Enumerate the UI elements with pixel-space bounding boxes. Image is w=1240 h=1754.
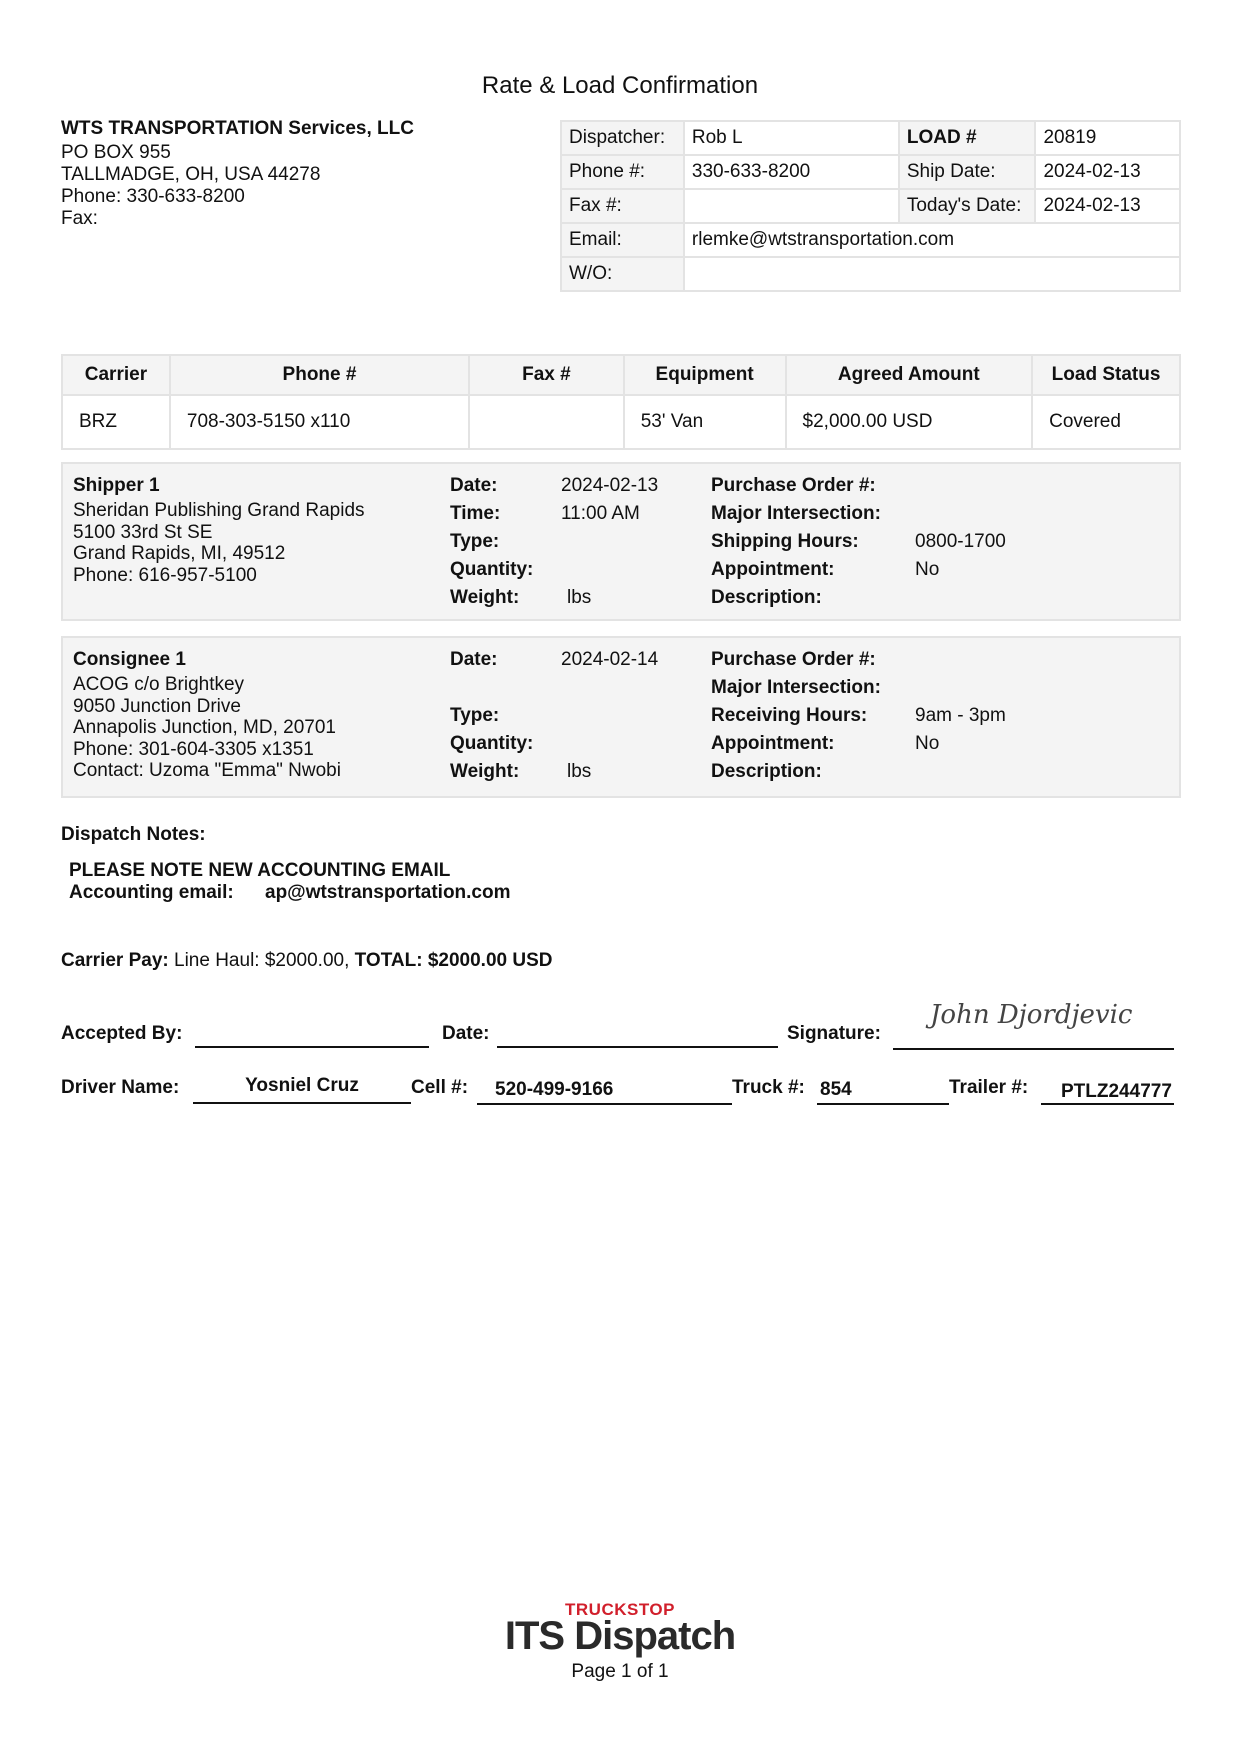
- company-address1: PO BOX 955: [61, 142, 171, 163]
- load-status-value: Covered: [1032, 395, 1180, 449]
- consignee-date-label: Date:: [450, 649, 498, 670]
- cell-number: 520-499-9166: [495, 1079, 614, 1100]
- page-title: Rate & Load Confirmation: [481, 72, 759, 99]
- consignee-address-line: Annapolis Junction, MD, 20701: [73, 717, 336, 738]
- shipper-appointment-label: Appointment:: [711, 559, 835, 580]
- shipper-heading: Shipper 1: [73, 475, 160, 496]
- shipper-address-line: Grand Rapids, MI, 49512: [73, 543, 286, 564]
- consignee-address-line: Phone: 301-604-3305 x1351: [73, 738, 314, 760]
- consignee-hours: 9am - 3pm: [915, 705, 1006, 726]
- wo-value: [684, 257, 1180, 291]
- shipper-type-label: Type:: [450, 531, 500, 552]
- consignee-address-line: ACOG c/o Brightkey: [73, 674, 245, 695]
- dispatch-notes-heading: Dispatch Notes:: [61, 824, 206, 845]
- accept-date-line[interactable]: [497, 1045, 778, 1048]
- shipper-appointment: No: [915, 559, 940, 580]
- notes-line: PLEASE NOTE NEW ACCOUNTING EMAIL: [69, 860, 451, 881]
- truck-number: 854: [820, 1079, 852, 1100]
- shipper-date-label: Date:: [450, 475, 498, 496]
- driver-name: Yosniel Cruz: [245, 1075, 359, 1096]
- dispatch-notes: [69, 860, 511, 904]
- consignee-weight-unit: lbs: [567, 761, 592, 782]
- accounting-email-label: Accounting email:: [69, 882, 234, 903]
- company-block: [61, 118, 414, 230]
- carrier-fax-header: Fax #: [469, 355, 624, 395]
- consignee-address-line: Contact: Uzoma "Emma" Nwobi: [73, 760, 341, 781]
- accepted-by-line[interactable]: [195, 1045, 429, 1048]
- fax-label: Fax #:: [561, 189, 684, 223]
- email-label: Email:: [561, 223, 684, 257]
- carrier-header: Carrier: [62, 355, 170, 395]
- todays-date-value: 2024-02-13: [1035, 189, 1180, 223]
- equipment-value: 53' Van: [624, 395, 786, 449]
- shipper-block: [61, 462, 1181, 621]
- consignee-block: [61, 636, 1181, 798]
- consignee-hours-label: Receiving Hours:: [711, 705, 868, 726]
- shipper-address-line: Phone: 616-957-5100: [73, 564, 257, 586]
- load-status-header: Load Status: [1032, 355, 1180, 395]
- email-value: rlemke@wtstransportation.com: [684, 223, 1180, 257]
- load-value: 20819: [1035, 121, 1180, 155]
- company-name: WTS TRANSPORTATION Services, LLC: [61, 118, 414, 139]
- shipper-time: 11:00 AM: [561, 503, 640, 524]
- accounting-email: ap@wtstransportation.com: [265, 882, 511, 903]
- shipper-weight-unit: lbs: [567, 587, 592, 608]
- its-dispatch-logo: ITS Dispatch: [504, 1614, 736, 1658]
- shipper-address-line: 5100 33rd St SE: [73, 521, 213, 543]
- wo-label: W/O:: [561, 257, 684, 291]
- fax-value: [684, 189, 899, 223]
- cell-line[interactable]: [477, 1102, 732, 1105]
- trailer-line[interactable]: [1041, 1102, 1174, 1105]
- carrier-fax: [469, 395, 624, 449]
- consignee-description-label: Description:: [711, 761, 822, 782]
- consignee-address-line: 9050 Junction Drive: [73, 695, 241, 717]
- equipment-header: Equipment: [624, 355, 786, 395]
- consignee-intersection-label: Major Intersection:: [711, 677, 881, 698]
- driver-name-label: Driver Name:: [61, 1077, 180, 1098]
- shipper-address-line: Sheridan Publishing Grand Rapids: [73, 500, 365, 521]
- shipper-intersection-label: Major Intersection:: [711, 503, 881, 524]
- consignee-heading: Consignee 1: [73, 649, 186, 670]
- company-address2: TALLMADGE, OH, USA 44278: [61, 164, 321, 185]
- shipper-quantity-label: Quantity:: [450, 559, 534, 580]
- shipper-po-label: Purchase Order #:: [711, 475, 876, 496]
- carrier-pay: [61, 950, 552, 972]
- consignee-appointment: No: [915, 733, 940, 754]
- consignee-type-label: Type:: [450, 705, 500, 726]
- signature-label: Signature:: [787, 1023, 881, 1044]
- shipper-description-label: Description:: [711, 587, 822, 608]
- cell-label: Cell #:: [411, 1077, 469, 1098]
- consignee-quantity-label: Quantity:: [450, 733, 534, 754]
- phone-label: Phone #:: [561, 155, 684, 189]
- carrier-phone: 708-303-5150 x110: [170, 395, 469, 449]
- signature-line[interactable]: [893, 1047, 1174, 1050]
- shipper-hours: 0800-1700: [915, 531, 1006, 552]
- shipper-date: 2024-02-13: [561, 475, 659, 496]
- agreed-amount-header: Agreed Amount: [786, 355, 1033, 395]
- carrier-table: [61, 354, 1181, 450]
- driver-name-line[interactable]: [193, 1101, 411, 1104]
- table-row: [62, 395, 1180, 449]
- truckstop-logo: TRUCKSTOP: [565, 1600, 675, 1619]
- shipper-weight-label: Weight:: [450, 587, 520, 608]
- dispatch-table: [560, 120, 1181, 292]
- accept-date-label: Date:: [442, 1023, 490, 1044]
- phone-value: 330-633-8200: [684, 155, 899, 189]
- company-phone: Phone: 330-633-8200: [61, 186, 245, 207]
- trailer-label: Trailer #:: [949, 1077, 1029, 1098]
- consignee-weight-label: Weight:: [450, 761, 520, 782]
- consignee-po-label: Purchase Order #:: [711, 649, 876, 670]
- truck-label: Truck #:: [732, 1077, 805, 1098]
- todays-date-label: Today's Date:: [899, 189, 1036, 223]
- dispatcher-label: Dispatcher:: [561, 121, 684, 155]
- carrier-name: BRZ: [62, 395, 170, 449]
- shipper-hours-label: Shipping Hours:: [711, 531, 859, 552]
- load-label: LOAD #: [899, 121, 1036, 155]
- ship-date-label: Ship Date:: [899, 155, 1036, 189]
- carrier-phone-header: Phone #: [170, 355, 469, 395]
- line-haul: Line Haul: $2000.00,: [168, 950, 355, 971]
- trailer-number: PTLZ244777: [1061, 1081, 1172, 1102]
- consignee-appointment-label: Appointment:: [711, 733, 835, 754]
- ship-date-value: 2024-02-13: [1035, 155, 1180, 189]
- page-number: Page 1 of 1: [571, 1661, 669, 1682]
- signature: John Djordjevic: [930, 1000, 1133, 1030]
- truck-line[interactable]: [817, 1102, 949, 1105]
- carrier-pay-label: Carrier Pay:: [61, 950, 169, 971]
- accepted-by-label: Accepted By:: [61, 1023, 183, 1044]
- pay-total: TOTAL: $2000.00 USD: [354, 950, 553, 971]
- consignee-date: 2024-02-14: [561, 649, 659, 670]
- shipper-time-label: Time:: [450, 503, 501, 524]
- agreed-amount-value: $2,000.00 USD: [786, 395, 1033, 449]
- company-fax: Fax:: [61, 208, 98, 229]
- dispatcher-value: Rob L: [684, 121, 899, 155]
